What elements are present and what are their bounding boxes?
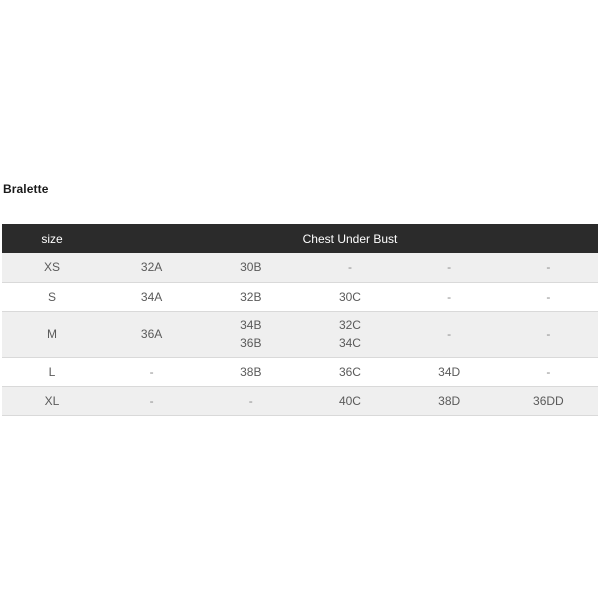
fit-cell: 30C bbox=[300, 282, 399, 311]
fit-cell: - bbox=[499, 357, 598, 386]
fit-cell: - bbox=[400, 311, 499, 357]
size-cell: S bbox=[2, 282, 102, 311]
fit-cell: - bbox=[499, 282, 598, 311]
fit-cell: - bbox=[499, 311, 598, 357]
size-cell: XS bbox=[2, 253, 102, 282]
fit-cell: 38D bbox=[400, 386, 499, 415]
fit-cell: 32A bbox=[102, 253, 201, 282]
fit-cell: 38B bbox=[201, 357, 300, 386]
fit-cell: - bbox=[300, 253, 399, 282]
fit-cell: 32C 34C bbox=[300, 311, 399, 357]
bralette-size-chart bbox=[2, 224, 598, 416]
fit-cell: 34B 36B bbox=[201, 311, 300, 357]
table-row bbox=[2, 357, 598, 386]
table-row bbox=[2, 253, 598, 282]
fit-cell: 36A bbox=[102, 311, 201, 357]
fit-cell: - bbox=[499, 253, 598, 282]
fit-cell: 40C bbox=[300, 386, 399, 415]
fit-cell: 36DD bbox=[499, 386, 598, 415]
fit-cell: - bbox=[400, 282, 499, 311]
fit-cell: 32B bbox=[201, 282, 300, 311]
fit-cell: - bbox=[102, 386, 201, 415]
table-row bbox=[2, 282, 598, 311]
fit-cell: - bbox=[400, 253, 499, 282]
size-cell: L bbox=[2, 357, 102, 386]
size-cell: XL bbox=[2, 386, 102, 415]
table-row bbox=[2, 311, 598, 357]
fit-cell: 36C bbox=[300, 357, 399, 386]
size-cell: M bbox=[2, 311, 102, 357]
fit-cell: - bbox=[201, 386, 300, 415]
table-title: Bralette bbox=[3, 182, 49, 196]
fit-cell: 34D bbox=[400, 357, 499, 386]
header-chest-under-bust: Chest Under Bust bbox=[302, 231, 398, 246]
fit-cell: 30B bbox=[201, 253, 300, 282]
fit-cell: - bbox=[102, 357, 201, 386]
table-header-row bbox=[2, 224, 598, 253]
table-row bbox=[2, 386, 598, 415]
fit-cell: 34A bbox=[102, 282, 201, 311]
header-size: size bbox=[41, 231, 63, 246]
